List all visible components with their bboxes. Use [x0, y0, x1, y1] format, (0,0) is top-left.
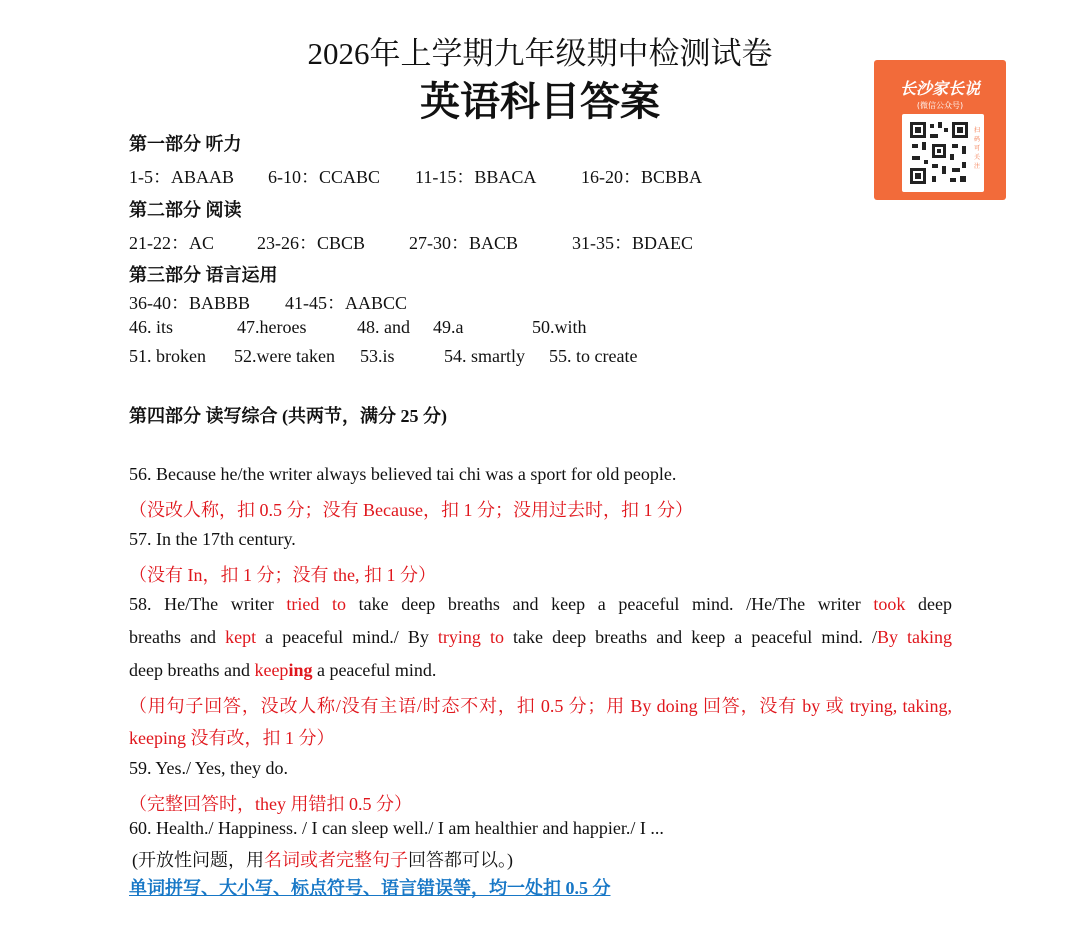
answer-1-5: 1-5：ABAAB [129, 167, 235, 187]
answer-23-26: 23-26：CBCB [257, 233, 366, 253]
scoring-note-56: （没改人称，扣 0.5 分；没有 Because，扣 1 分；没用过去时，扣 1 分） [129, 500, 693, 520]
logo-side-text: 扫码可关注 [974, 127, 981, 170]
logo-name: 长沙家长说 [899, 79, 980, 98]
answer-57: 57. In the 17th century. [129, 529, 296, 549]
answer-51: 51. broken [129, 346, 206, 366]
answer-46: 46. its [129, 317, 174, 337]
answer-6-10: 6-10：CCABC [268, 167, 381, 187]
answer-47: 47.heroes [237, 317, 307, 337]
answer-58-line-3: deep breaths and keeping a peaceful mind. [129, 660, 437, 680]
section-listening-title: 第一部分 听力 [129, 134, 242, 154]
answer-54: 54. smartly [444, 346, 525, 366]
exam-title: 2026年上学期九年级期中检测试卷 [307, 36, 773, 71]
answer-41-45: 41-45：AABCC [285, 293, 408, 313]
scoring-note-59: （完整回答时，they 用错扣 0.5 分） [129, 794, 412, 814]
answer-16-20: 16-20：BCBBA [581, 167, 703, 187]
answer-49: 49.a [433, 317, 464, 337]
qr-card [902, 114, 984, 192]
scoring-note-57: （没有 In，扣 1 分；没有 the, 扣 1 分） [129, 565, 436, 585]
scoring-note-58-line-2: keeping 没有改，扣 1 分） [129, 728, 335, 748]
section-integrated-title: 第四部分 读写综合 (共两节，满分 25 分) [129, 406, 447, 426]
answer-31-35: 31-35：BDAEC [572, 233, 693, 253]
answer-58-line-1: 58. He/The writer tried to take deep breaths and keep a peaceful mind. /He/The writer took deep [129, 594, 952, 614]
answer-55: 55. to create [549, 346, 638, 366]
section-reading-title: 第二部分 阅读 [129, 200, 242, 220]
answer-53: 53.is [360, 346, 395, 366]
answer-21-22: 21-22：AC [129, 233, 214, 253]
general-deduction-rule: 单词拼写、大小写、标点符号、语言错误等，均一处扣 0.5 分 [129, 878, 611, 898]
answer-56: 56. Because he/the writer always believed tai chi was a sport for old people. [129, 464, 677, 484]
section-language-title: 第三部分 语言运用 [129, 265, 278, 285]
logo-tag: (微信公众号) [916, 101, 964, 110]
answer-48: 48. and [357, 317, 410, 337]
answer-50: 50.with [532, 317, 587, 337]
answer-title: 英语科目答案 [420, 79, 660, 124]
answer-36-40: 36-40：BABBB [129, 293, 251, 313]
scoring-note-60: (开放性问题，用名词或者完整句子回答都可以。) [132, 850, 513, 870]
answer-52: 52.were taken [234, 346, 335, 366]
qr-code-logo [874, 60, 1006, 200]
answer-27-30: 27-30：BACB [409, 233, 519, 253]
answer-58-line-2: breaths and kept a peaceful mind./ By trying to take deep breaths and keep a peaceful mind. /By taking [129, 627, 953, 647]
answer-11-15: 11-15：BBACA [415, 167, 537, 187]
qr-code-icon [908, 120, 970, 186]
scoring-note-58-line-1: （用句子回答，没改人称/没有主语/时态不对，扣 0.5 分；用 By doing 回答，没有 by 或 trying, taking, [129, 696, 952, 716]
answer-60: 60. Health./ Happiness. / I can sleep well./ I am healthier and happier./ I ... [129, 818, 664, 838]
answer-59: 59. Yes./ Yes, they do. [129, 758, 289, 778]
